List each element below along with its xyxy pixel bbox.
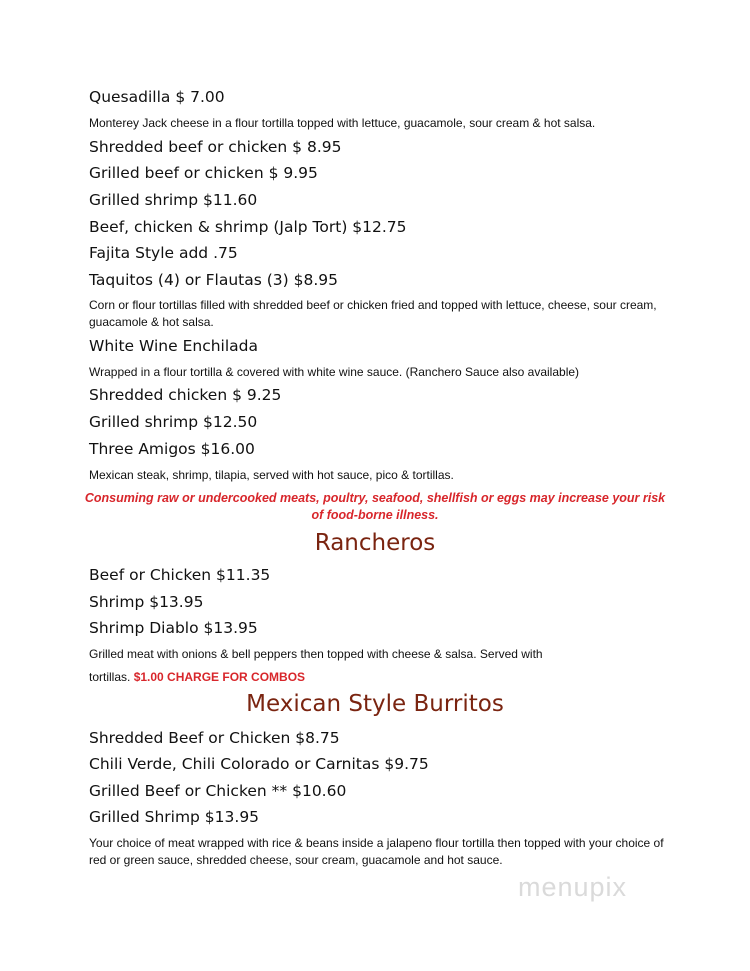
menu-item: Grilled beef or chicken $ 9.95 (89, 164, 318, 182)
menu-item: Grilled shrimp $12.50 (89, 413, 258, 431)
menu-item: Beef, chicken & shrimp (Jalp Tort) $12.75 (89, 218, 407, 236)
health-warning: Consuming raw or undercooked meats, poultry, seafood, shellfish or eggs may increase your risk of food-borne illness. (84, 491, 666, 522)
menu-item: Grilled shrimp $11.60 (89, 191, 258, 209)
menu-item: Chili Verde, Chili Colorado or Carnitas $9.75 (89, 755, 429, 773)
taquitos-title: Taquitos (4) or Flautas (3) $8.95 (89, 271, 338, 289)
menu-item: Shredded chicken $ 9.25 (89, 386, 282, 404)
combo-charge-note: $1.00 CHARGE FOR COMBOS (133, 670, 306, 684)
taquitos-description: Corn or flour tortillas filled with shredded beef or chicken fried and topped with lettuce, cheese, sour cream, guacamole & hot salsa. (89, 298, 657, 329)
menu-item: Beef or Chicken $11.35 (89, 566, 271, 584)
menu-item: Shredded beef or chicken $ 8.95 (89, 138, 342, 156)
white-wine-enchilada-description: Wrapped in a flour tortilla & covered with white wine sauce. (Ranchero Sauce also available) (89, 365, 580, 379)
burritos-description: Your choice of meat wrapped with rice & beans inside a jalapeno flour tortilla then topped with your choice of red or green sauce, shredded cheese, sour cream, guacamole and hot sauce. (89, 836, 664, 867)
quesadilla-title: Quesadilla $ 7.00 (89, 88, 225, 106)
three-amigos-description: Mexican steak, shrimp, tilapia, served with hot sauce, pico & tortillas. (89, 468, 454, 482)
three-amigos-title: Three Amigos $16.00 (89, 440, 255, 458)
burritos-heading: Mexican Style Burritos (246, 691, 504, 717)
rancheros-description-tail: tortillas. (89, 670, 131, 684)
white-wine-enchilada-title: White Wine Enchilada (89, 337, 258, 355)
menu-item: Shrimp $13.95 (89, 593, 204, 611)
menu-item: Shredded Beef or Chicken $8.75 (89, 729, 340, 747)
menu-item: Fajita Style add .75 (89, 244, 238, 262)
rancheros-description: Grilled meat with onions & bell peppers then topped with cheese & salsa. Served with (89, 647, 543, 661)
menupix-watermark: menupix (518, 872, 628, 902)
menu-item: Shrimp Diablo $13.95 (89, 619, 258, 637)
rancheros-heading: Rancheros (314, 530, 436, 556)
menu-item: Grilled Shrimp $13.95 (89, 808, 260, 826)
menu-item: Grilled Beef or Chicken ** $10.60 (89, 782, 347, 800)
rancheros-description-end (89, 669, 674, 686)
quesadilla-description: Monterey Jack cheese in a flour tortilla topped with lettuce, guacamole, sour cream & hot salsa. (89, 116, 596, 130)
